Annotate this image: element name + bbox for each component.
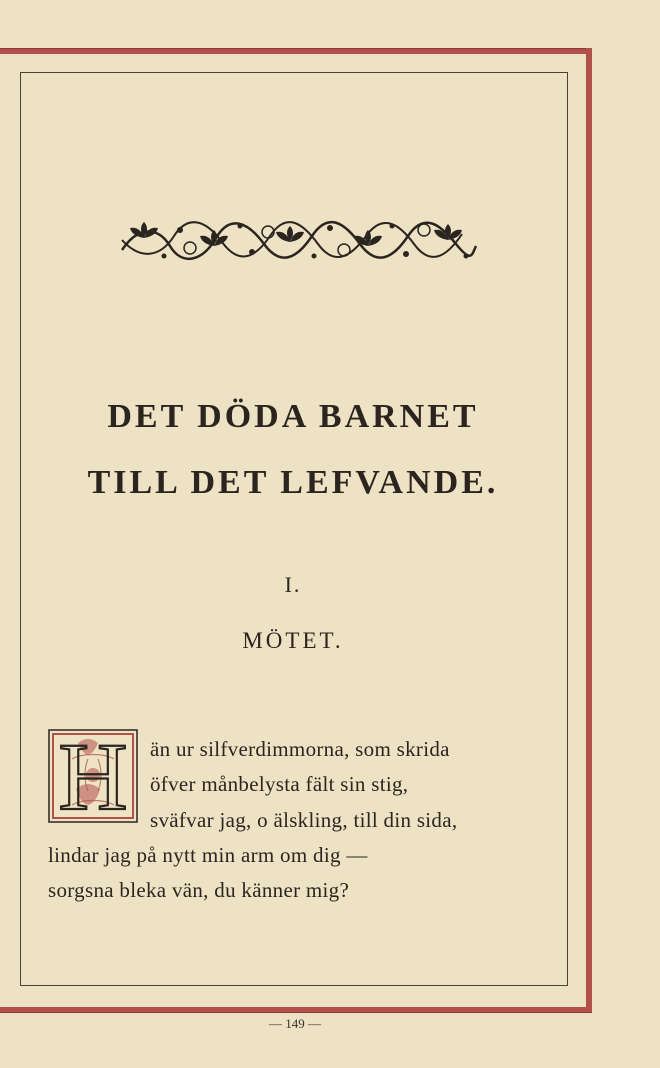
- section-title: MÖTET.: [242, 628, 344, 653]
- verse-line-5: sorgsna bleka vän, du känner mig?: [48, 878, 350, 902]
- top-red-rule: [0, 48, 592, 54]
- verse-line-1: än ur silfverdimmorna, som skrida: [150, 737, 450, 761]
- right-red-rule: [586, 48, 592, 1012]
- bottom-red-rule: [0, 1007, 592, 1013]
- verse-line-4: lindar jag på nytt min arm om dig —: [48, 843, 368, 867]
- drop-cap-letter: H: [58, 729, 128, 823]
- drop-cap-initial: [48, 729, 138, 823]
- section-number: I.: [284, 572, 302, 597]
- page-number: — 149 —: [269, 1016, 321, 1031]
- title-line-2: TILL DET LEFVANDE.: [87, 464, 499, 501]
- floral-vine-ornament-icon: [118, 216, 480, 264]
- verse-line-2: öfver månbelysta fält sin stig,: [150, 772, 409, 796]
- verse-line-3: sväfvar jag, o älskling, till din sida,: [150, 808, 458, 832]
- title-line-1: DET DÖDA BARNET: [107, 398, 479, 435]
